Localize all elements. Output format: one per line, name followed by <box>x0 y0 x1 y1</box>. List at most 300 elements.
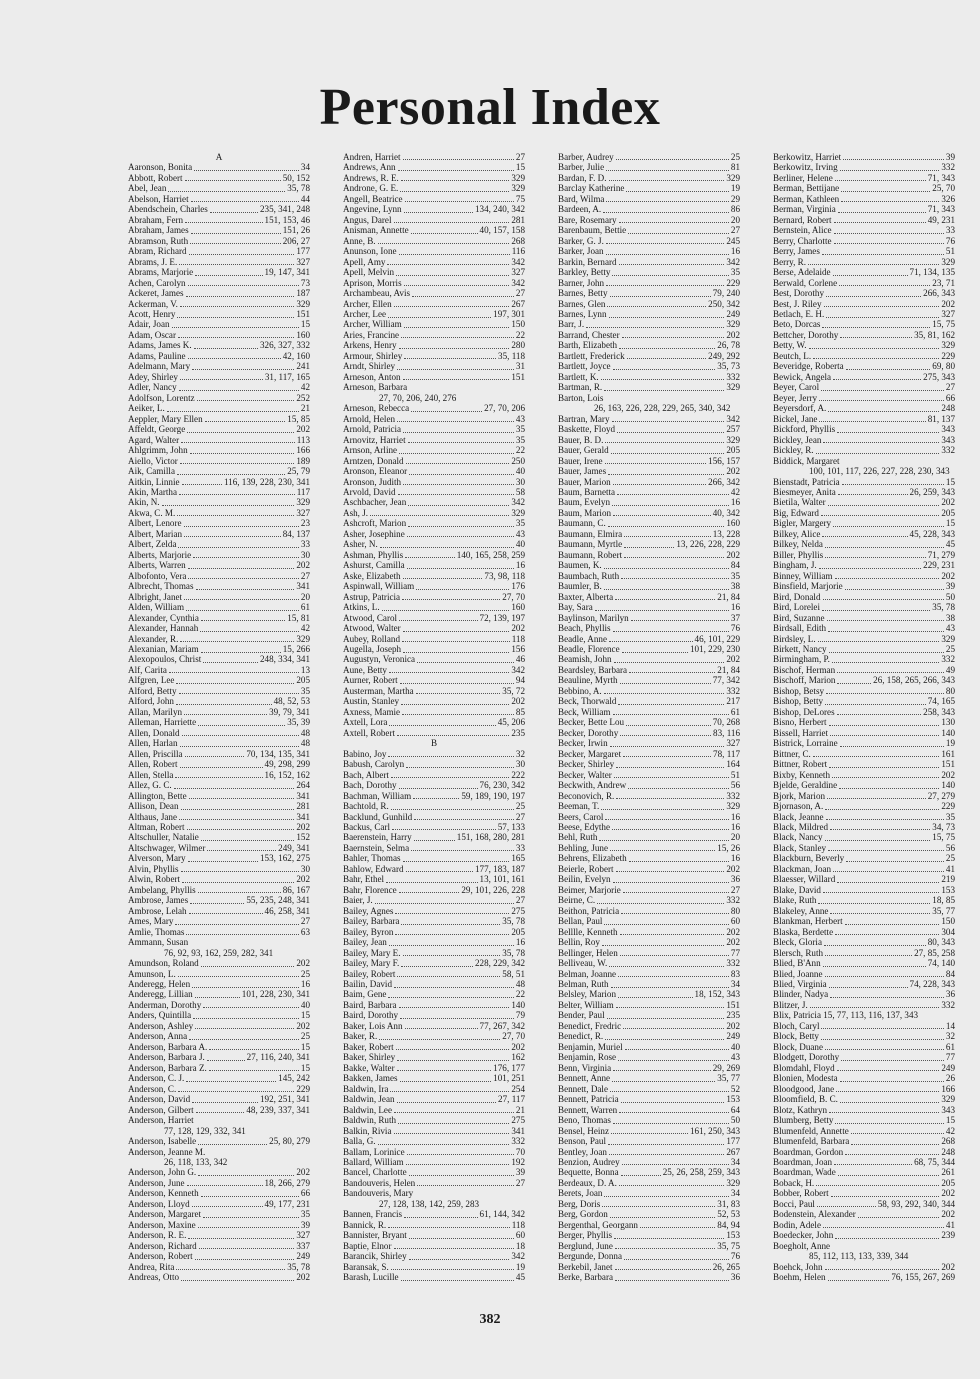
entry-pages: 249 <box>941 1062 955 1073</box>
index-entry <box>558 791 740 801</box>
entry-pages: 84, 137 <box>282 528 310 539</box>
dot-leader <box>391 1269 514 1270</box>
entry-pages: 202 <box>511 623 525 634</box>
entry-pages: 329 <box>941 340 955 351</box>
entry-name: Alwin, Robert <box>128 874 181 885</box>
entry-name: Abramson, Ruth <box>128 235 189 246</box>
entry-pages: 156, 157 <box>708 455 740 466</box>
dot-leader <box>829 1112 939 1113</box>
entry-name: Ballard, William <box>343 1157 404 1167</box>
dot-leader <box>403 432 514 433</box>
entry-pages: 74, 140 <box>927 958 955 969</box>
entry-pages: 254 <box>511 1083 525 1094</box>
index-entry <box>558 707 740 717</box>
entry-pages: 228, 229, 342 <box>474 958 525 969</box>
dot-leader <box>201 620 285 621</box>
entry-pages: 151 <box>511 371 525 382</box>
index-entry <box>558 194 740 204</box>
index-entry <box>128 183 310 193</box>
dot-leader <box>180 746 299 747</box>
dot-leader <box>195 1259 295 1260</box>
entry-name: Allen, Stella <box>128 769 174 780</box>
dot-leader <box>619 1112 729 1113</box>
dot-leader <box>404 1217 477 1218</box>
entry-name: Abrams, Marjorie <box>128 267 194 278</box>
entry-name: Baum, Marion <box>558 507 612 518</box>
entry-pages: 202 <box>296 958 310 969</box>
entry-pages: 40 <box>730 1041 740 1052</box>
dot-leader <box>819 568 921 569</box>
index-entry <box>128 916 310 926</box>
index-entry <box>128 403 310 413</box>
entry-name: Anderson, David <box>128 1094 191 1105</box>
entry-name: Bellin, Roy <box>558 937 600 948</box>
dot-leader <box>186 610 299 611</box>
index-entry <box>773 173 955 183</box>
index-entry <box>558 204 740 214</box>
entry-name: Asher, N. <box>343 539 378 550</box>
dot-leader <box>394 1248 514 1249</box>
dot-leader <box>620 934 725 935</box>
index-entry <box>773 1167 955 1177</box>
entry-pages: 22 <box>515 989 525 1000</box>
entry-pages: 35, 39 <box>287 717 310 728</box>
entry-pages: 332 <box>726 958 740 969</box>
entry-name: Bennett, Anne <box>558 1073 611 1084</box>
entry-continuation-pages: 76, 92, 93, 162, 259, 282, 341 <box>164 947 274 958</box>
dot-leader <box>601 809 724 810</box>
entry-pages: 281 <box>511 214 525 225</box>
index-entry <box>343 791 525 801</box>
index-entry <box>343 979 525 989</box>
index-entry <box>343 278 525 288</box>
entry-pages: 222 <box>511 769 525 780</box>
entry-pages: 42, 160 <box>282 350 310 361</box>
index-entry <box>773 550 955 560</box>
entry-name: Adam, Oscar <box>128 329 176 340</box>
dot-leader <box>162 505 295 506</box>
index-entry <box>558 477 740 487</box>
entry-name: Andreas, Otto <box>128 1272 180 1283</box>
index-entry <box>343 497 525 507</box>
entry-name: Big, Edward <box>773 507 819 518</box>
entry-name: Bittner, Robert <box>773 759 828 770</box>
index-entry <box>558 529 740 539</box>
dot-leader <box>822 254 944 255</box>
entry-pages: 43 <box>515 528 525 539</box>
entry-pages: 27, 70 <box>502 1031 525 1042</box>
entry-name: Abraham, James <box>128 225 189 236</box>
entry-pages: 35 <box>300 685 310 696</box>
index-entry <box>128 340 310 350</box>
entry-name: Blumenfeld, Barbara <box>773 1136 850 1147</box>
index-entry <box>773 906 955 916</box>
entry-name: Baumann, C. <box>558 518 606 529</box>
dot-leader <box>625 1049 729 1050</box>
dot-leader <box>822 610 930 611</box>
entry-name: Boardman, Joan <box>773 1157 833 1167</box>
entry-pages: 76, 230, 342 <box>479 780 525 791</box>
dot-leader <box>179 494 295 495</box>
dot-leader <box>609 966 724 967</box>
entry-pages: 343 <box>941 1104 955 1115</box>
index-entry <box>343 456 525 466</box>
entry-pages: 25 <box>515 801 525 812</box>
entry-name: Binney, William <box>773 570 833 581</box>
index-entry <box>343 1031 525 1041</box>
index-entry <box>128 529 310 539</box>
entry-pages: 49, 177, 231 <box>264 1198 310 1209</box>
index-entry <box>773 874 955 884</box>
entry-pages: 49, 298, 299 <box>264 759 310 770</box>
dot-leader <box>617 432 724 433</box>
entry-pages: 48, 52, 53 <box>273 696 310 707</box>
index-entry <box>773 885 955 895</box>
dot-leader <box>825 557 926 558</box>
entry-pages: 36 <box>730 874 740 885</box>
entry-pages: 71, 343 <box>927 172 955 183</box>
entry-pages: 73 <box>300 277 310 288</box>
entry-pages: 79 <box>515 1010 525 1021</box>
entry-pages: 329 <box>726 434 740 445</box>
entry-name: Bergenthal, Georgann <box>558 1219 638 1230</box>
entry-name: Boehm, Helen <box>773 1272 826 1283</box>
index-entry <box>558 246 740 256</box>
index-entry <box>558 1000 740 1010</box>
index-entry <box>773 644 955 654</box>
dot-leader <box>597 903 724 904</box>
entry-pages: 229 <box>941 801 955 812</box>
index-entry <box>558 738 740 748</box>
index-entry <box>343 644 525 654</box>
index-entry <box>343 477 525 487</box>
index-entry <box>343 707 525 717</box>
dot-leader <box>816 453 940 454</box>
index-entry <box>343 529 525 539</box>
index-entry <box>558 508 740 518</box>
index-entry <box>343 581 525 591</box>
index-entry <box>128 623 310 633</box>
index-entry <box>343 309 525 319</box>
index-entry <box>773 602 955 612</box>
dot-leader <box>842 484 944 485</box>
entry-name: Anderson, Barbara Z. <box>128 1062 207 1073</box>
dot-leader <box>612 505 729 506</box>
index-entry <box>343 948 525 958</box>
entry-name: Bittner, C. <box>773 748 811 759</box>
index-entry <box>128 1042 310 1052</box>
dot-leader <box>388 756 513 757</box>
entry-name: Bienstadt, Patricia <box>773 476 840 487</box>
dot-leader <box>830 735 939 736</box>
entry-name: Augella, Joseph <box>343 644 402 655</box>
dot-leader <box>840 1102 939 1103</box>
entry-pages: 161 <box>941 748 955 759</box>
index-entry <box>128 309 310 319</box>
entry-name: Behl, Ruth <box>558 832 598 843</box>
entry-pages: 40, 342 <box>712 507 740 518</box>
dot-leader <box>397 421 514 422</box>
entry-name: Bellan, Paul <box>558 916 603 927</box>
dot-leader <box>195 997 240 998</box>
entry-name: Alf, Carita <box>128 664 167 675</box>
index-entry <box>773 236 955 246</box>
entry-name: Archer, Lee <box>343 309 387 320</box>
entry-name: Beadle, Anne <box>558 633 607 644</box>
index-entry <box>128 278 310 288</box>
entry-name: Bennett, Warren <box>558 1104 618 1115</box>
entry-pages: 177 <box>726 1136 740 1147</box>
entry-name: Akin, Martha <box>128 487 177 497</box>
entry-pages: 40 <box>515 466 525 477</box>
entry-name: Baker, Robert <box>343 1041 394 1052</box>
dot-leader <box>396 1049 510 1050</box>
index-entry <box>558 1094 740 1104</box>
entry-pages: 160 <box>296 329 310 340</box>
dot-leader <box>176 683 294 684</box>
entry-name: Beutch, L. <box>773 350 812 361</box>
dot-leader <box>179 693 299 694</box>
dot-leader <box>833 526 944 527</box>
index-entry <box>558 801 740 811</box>
entry-pages: 77, 342 <box>712 675 740 686</box>
dot-leader <box>612 421 725 422</box>
index-entry <box>558 278 740 288</box>
dot-leader <box>182 735 299 736</box>
dot-leader <box>828 631 944 632</box>
dot-leader <box>403 861 510 862</box>
index-column-2 <box>343 152 525 1283</box>
entry-pages: 16 <box>515 560 525 571</box>
index-entry <box>343 225 525 235</box>
entry-name: Ash, J. <box>343 507 369 518</box>
entry-pages: 31, 117, 165 <box>264 371 310 382</box>
index-entry <box>128 1094 310 1104</box>
index-entry <box>128 466 310 476</box>
entry-pages: 150 <box>511 319 525 330</box>
index-entry <box>558 1126 740 1136</box>
index-entry <box>343 916 525 926</box>
entry-pages: 151 <box>726 999 740 1010</box>
entry-name: Beveridge, Roberta <box>773 361 844 372</box>
index-entry <box>558 445 740 455</box>
index-entry <box>128 717 310 727</box>
entry-name: Austerman, Martha <box>343 685 414 696</box>
entry-pages: 16 <box>300 979 310 990</box>
entry-name: Bjork, Marion <box>773 790 826 801</box>
entry-name: Blinder, Nadya <box>773 989 829 1000</box>
entry-name: Aaronson, Bonita <box>128 162 193 173</box>
index-entry <box>558 728 740 738</box>
entry-name: Abram, Richard <box>128 246 187 257</box>
dot-leader <box>182 484 222 485</box>
entry-pages: 160 <box>511 602 525 613</box>
dot-leader <box>200 631 299 632</box>
entry-pages: 202 <box>726 937 740 948</box>
entry-name: Baumen, K. <box>558 560 602 571</box>
index-entry <box>128 288 310 298</box>
entry-name: Alford, John <box>128 696 174 707</box>
entry-name: Aronson, Eleanor <box>343 466 408 477</box>
entry-name: Bickel, Jane <box>773 413 818 424</box>
dot-leader <box>400 1081 492 1082</box>
entry-pages: 84 <box>945 968 955 979</box>
entry-pages: 343 <box>941 434 955 445</box>
index-entry <box>343 801 525 811</box>
entry-pages: 13, 226, 228, 229 <box>676 539 740 550</box>
dot-leader <box>613 1123 729 1124</box>
dot-leader <box>621 578 729 579</box>
index-entry <box>558 550 740 560</box>
dot-leader <box>209 1070 299 1071</box>
dot-leader <box>399 620 477 621</box>
entry-pages: 27 <box>730 884 740 895</box>
entry-name: Barancik, Shirley <box>343 1251 407 1262</box>
dot-leader <box>606 254 729 255</box>
entry-pages: 15, 75 <box>932 832 955 843</box>
index-entry <box>128 581 310 591</box>
entry-pages: 332 <box>726 371 740 382</box>
index-entry <box>343 655 525 665</box>
index-entry <box>558 183 740 193</box>
index-entry <box>128 979 310 989</box>
dot-leader <box>403 955 501 956</box>
entry-pages: 202 <box>941 570 955 581</box>
index-entry <box>343 340 525 350</box>
entry-pages: 235 <box>511 727 525 738</box>
dot-leader <box>624 557 724 558</box>
entry-name: Bilkey, Alice <box>773 528 821 539</box>
index-entry <box>128 895 310 905</box>
dot-leader <box>186 1081 276 1082</box>
entry-name: Ammann, Susan <box>128 937 189 948</box>
index-entry <box>773 770 955 780</box>
entry-pages: 35, 77 <box>932 905 955 916</box>
dot-leader <box>401 966 473 967</box>
entry-name: Bardan, F. D. <box>558 172 607 183</box>
entry-name: Blackman, Joan <box>773 863 832 874</box>
index-entry <box>773 204 955 214</box>
entry-pages: 248 <box>941 403 955 414</box>
dot-leader <box>622 652 688 653</box>
dot-leader <box>840 1081 944 1082</box>
index-entry <box>128 675 310 685</box>
entry-name: Block, Duane <box>773 1041 824 1052</box>
dot-leader <box>610 1217 715 1218</box>
entry-pages: 78, 117 <box>713 748 740 759</box>
index-entry <box>558 361 740 371</box>
index-entry <box>343 969 525 979</box>
entry-name: Bender, Paul <box>558 1010 605 1021</box>
index-entry <box>558 895 740 905</box>
entry-pages: 77, 267, 342 <box>479 1020 525 1031</box>
entry-name: Behrens, Elizabeth <box>558 853 627 864</box>
dot-leader <box>409 1175 514 1176</box>
dot-leader <box>169 672 299 673</box>
entry-name: Baumler, B. <box>558 581 602 592</box>
dot-leader <box>858 1217 940 1218</box>
index-entry <box>773 477 955 487</box>
dot-leader <box>403 484 514 485</box>
entry-name: Bach, Dorothy <box>343 780 397 791</box>
dot-leader <box>840 337 912 338</box>
index-entry <box>773 634 955 644</box>
index-entry <box>558 958 740 968</box>
index-entry <box>343 1126 525 1136</box>
entry-name: Becker, Dorothy <box>558 727 619 738</box>
entry-pages: 332 <box>941 654 955 665</box>
entry-pages: 27 <box>515 288 525 299</box>
dot-leader <box>837 432 939 433</box>
entry-name: Andrea, Rita <box>128 1261 175 1272</box>
entry-pages: 162 <box>511 1052 525 1063</box>
dot-leader <box>391 809 514 810</box>
entry-pages: 35, 73 <box>717 361 740 372</box>
dot-leader <box>845 1154 939 1155</box>
entry-pages: 79, 240 <box>712 288 740 299</box>
entry-name: Axtell, Lora <box>343 717 388 728</box>
entry-pages: 27 <box>300 570 310 581</box>
entry-name: Ambrose, Lelah <box>128 905 187 916</box>
entry-name: Aurner, Robert <box>343 675 398 686</box>
index-entry <box>558 770 740 780</box>
dot-leader <box>196 589 295 590</box>
dot-leader <box>810 1007 940 1008</box>
index-entry <box>558 927 740 937</box>
entry-name: Archer, William <box>343 319 402 330</box>
index-entry <box>343 550 525 560</box>
dot-leader <box>190 453 295 454</box>
entry-pages: 329 <box>941 633 955 644</box>
entry-name: Baxter, Alberta <box>558 591 614 602</box>
dot-leader <box>606 285 724 286</box>
entry-name: Beirne, C. <box>558 895 596 906</box>
entry-name: Aitkin, Linnie <box>128 476 180 487</box>
index-entry <box>343 382 525 392</box>
entry-pages: 342 <box>511 277 525 288</box>
dot-leader <box>823 1227 944 1228</box>
entry-name: Blomdahl, Floyd <box>773 1062 835 1073</box>
dot-leader <box>406 767 514 768</box>
entry-pages: 27, 117 <box>498 1094 525 1105</box>
entry-pages: 329 <box>941 1094 955 1105</box>
entry-name: Barrand, Chester <box>558 329 620 340</box>
dot-leader <box>389 672 509 673</box>
entry-name: Blackburn, Beverly <box>773 853 845 864</box>
index-entry <box>773 445 955 455</box>
entry-pages: 166 <box>296 445 310 456</box>
index-entry <box>128 613 310 623</box>
entry-name: Alford, Betty <box>128 685 177 696</box>
dot-leader <box>404 358 496 359</box>
entry-name: Benjamin, Muriel <box>558 1041 623 1052</box>
entry-pages: 177, 183, 187 <box>474 863 525 874</box>
entry-name: Andrews, Ann <box>343 162 396 173</box>
dot-leader <box>398 170 514 171</box>
index-entry <box>343 267 525 277</box>
entry-name: Babush, Carolyn <box>343 759 405 770</box>
dot-leader <box>184 526 299 527</box>
entry-pages: 151, 168, 280, 281 <box>456 832 525 843</box>
dot-leader <box>821 515 939 516</box>
entry-name: Bixby, Kenneth <box>773 769 830 780</box>
index-entry <box>128 1147 310 1157</box>
entry-name: Boardman, Gordon <box>773 1146 844 1157</box>
index-entry <box>773 1000 955 1010</box>
dot-leader <box>629 861 729 862</box>
entry-name: Albofonto, Vera <box>128 570 187 581</box>
dot-leader <box>826 693 944 694</box>
